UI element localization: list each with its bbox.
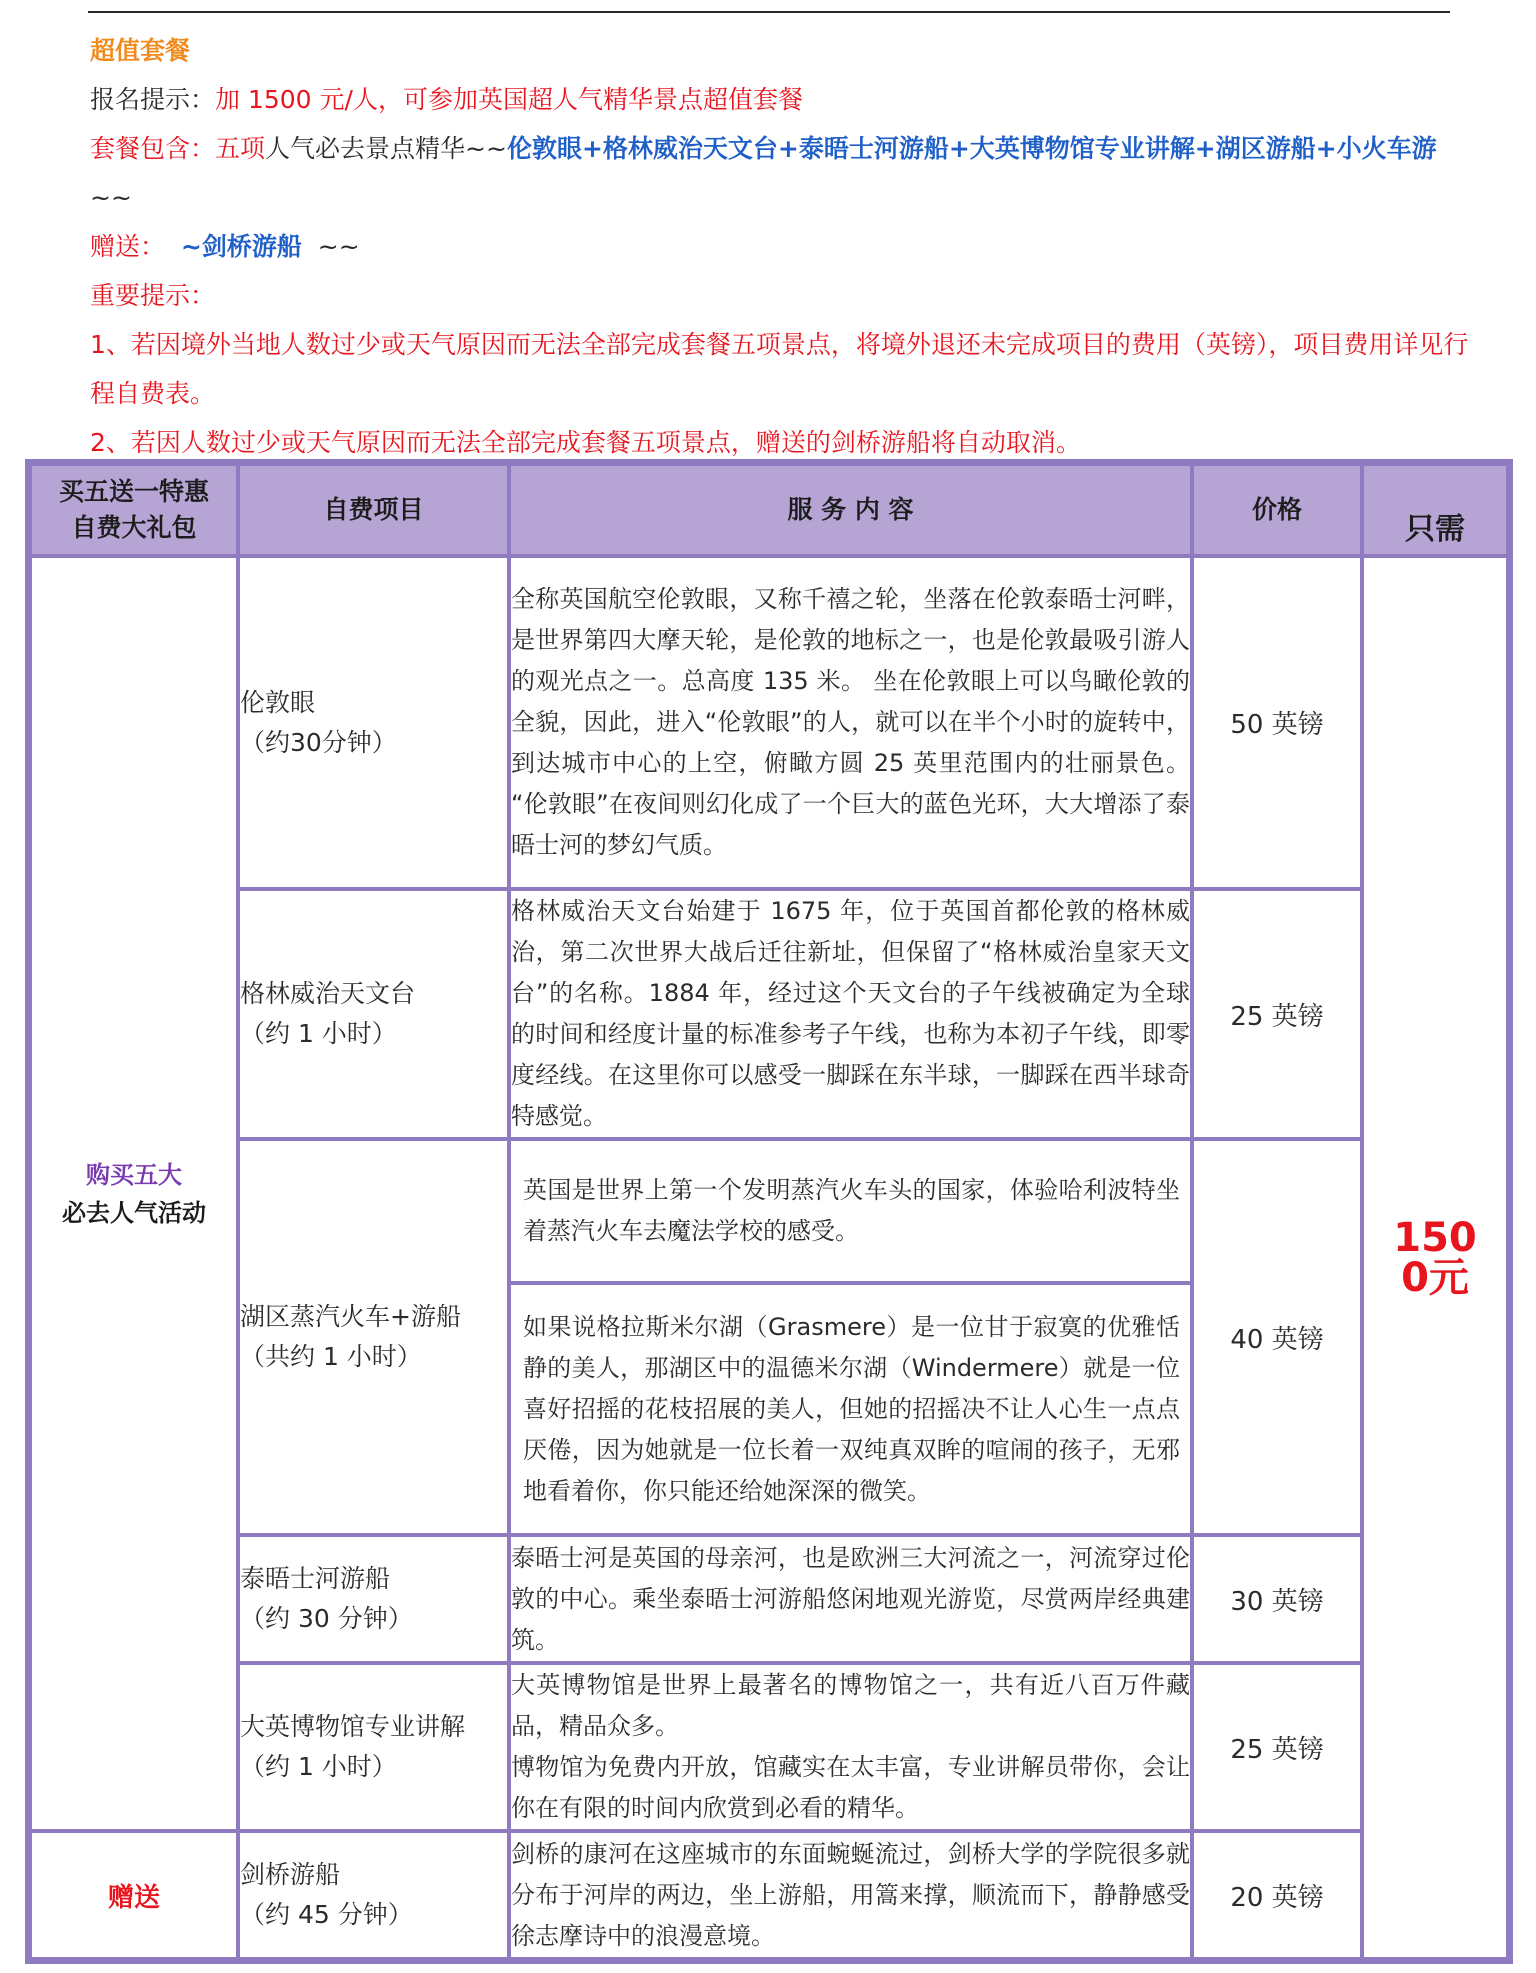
item-desc-text: 英国是世界上第一个发明蒸汽火车头的国家，体验哈利波特坐着蒸汽火车去魔法学校的感受。 [523,1176,1180,1245]
item-name: 伦敦眼 [240,687,316,717]
package-title: 超值套餐 [90,36,191,65]
table-header-row [30,464,1508,556]
item-duration: （约 1 小时） [240,1019,397,1048]
item-desc-para: 大英博物馆是世界上最著名的博物馆之一，共有近八百万件藏品，精品众多。 [511,1671,1190,1740]
item-desc-para: 博物馆为免费内开放，馆藏实在太丰富，专业讲解员带你，会让你在有限的时间内欣赏到必看的精华。 [511,1753,1190,1822]
signup-text: 加 1500 元/人，可参加英国超人气精华景点超值套餐 [215,85,803,114]
total-price [1362,556,1508,1959]
item-cell [238,1139,509,1535]
contains-mid: 人气必去景点精华~~ [265,134,507,163]
header-item: 自费项目 [238,464,509,556]
item-cell [238,1535,509,1663]
important-line [90,271,1470,320]
item-cell [238,556,509,889]
item-desc [509,1663,1192,1831]
item-cell [238,1831,509,1959]
item-duration: （约 30 分钟） [240,1604,413,1633]
item-desc: 剑桥的康河在这座城市的东面蜿蜒流过，剑桥大学的学院很多就分布于河岸的两边，坐上游船，用篙来撑，顺流而下，静静感受徐志摩诗中的浪漫意境。 [509,1831,1192,1959]
group-label-cell [30,556,238,1831]
header-total [1362,464,1508,556]
contains-line [90,124,1470,222]
note-2: 2、若因人数过少或天气原因而无法全部完成套餐五项景点，赠送的剑桥游船将自动取消。 [90,428,1081,457]
table-row [30,1139,1508,1535]
table-row [30,556,1508,889]
section-title [90,26,1470,75]
table-row [30,889,1508,1139]
total-price-text: 1500元 [1393,1214,1477,1301]
gift-group-label: 赠送 [30,1831,238,1959]
gift-line [90,222,1470,271]
item-desc-part [511,1141,1190,1285]
item-name: 湖区蒸汽火车+游船 [240,1302,461,1331]
contains-items: 伦敦眼+格林威治天文台+泰晤士河游船+大英博物馆专业讲解+湖区游船+小火车游 [506,134,1437,163]
item-desc-part [511,1285,1190,1533]
important-label: 重要提示： [90,281,216,310]
contains-label: 套餐包含： [90,134,216,163]
table-row [30,1831,1508,1959]
gift-label: 赠送： [90,232,166,261]
note-1: 1、若因境外当地人数过少或天气原因而无法全部完成套餐五项景点，将境外退还未完成项目的费用（英镑），项目费用详见行程自费表。 [90,330,1469,408]
item-price: 30 英镑 [1192,1535,1362,1663]
item-duration: （约 1 小时） [240,1752,397,1781]
item-price: 50 英镑 [1192,556,1362,889]
item-duration: （约 45 分钟） [240,1900,413,1929]
signup-line [90,75,1470,124]
gift-item: 剑桥游船 [201,232,302,261]
header-content: 服 务 内 容 [509,464,1192,556]
signup-label: 报名提示： [90,85,216,114]
header-price: 价格 [1192,464,1362,556]
item-name: 格林威治天文台 [240,979,416,1008]
item-price: 20 英镑 [1192,1831,1362,1959]
header-total-text: 只需 [1405,512,1465,547]
group-label-line1: 购买五大 [86,1160,182,1189]
item-price: 25 英镑 [1192,1663,1362,1831]
item-cell [238,1663,509,1831]
table-row [30,1663,1508,1831]
table-row [30,1535,1508,1663]
item-name: 泰晤士河游船 [240,1564,391,1593]
package-table [25,459,1513,1964]
item-desc-text: 如果说格拉斯米尔湖（Grasmere）是一位甘于寂寞的优雅恬静的美人，那湖区中的温德米尔湖（Windermere）就是一位喜好招摇的花枝招展的美人，但她的招摇决不让人心生一点点厌倦，因为她就是一位长着一双纯真双眸的喧闹的孩子，无邪地看着你，你只能还给她深深的微笑。 [523,1312,1180,1505]
header-package-text: 买五送一特惠自费大礼包 [58,477,209,542]
contains-tail: ~~ [90,183,132,212]
item-name: 剑桥游船 [240,1860,341,1889]
contains-count: 五项 [215,134,266,163]
item-name: 大英博物馆专业讲解 [240,1712,466,1741]
intro-section [90,26,1470,467]
item-price: 25 英镑 [1192,889,1362,1139]
item-desc [509,1139,1192,1535]
header-package [30,464,238,556]
item-desc: 格林威治天文台始建于 1675 年，位于英国首都伦敦的格林威治，第二次世界大战后迁往新址，但保留了“格林威治皇家天文台”的名称。1884 年，经过这个天文台的子午线被确定为全球的时间和经度计量的标准参考子午线，也称为本初子午线，即零度经线。在这里你可以感受一脚踩在东半球，一脚踩在西半球奇特感觉。 [509,889,1192,1139]
item-desc: 全称英国航空伦敦眼，又称千禧之轮，坐落在伦敦泰晤士河畔，是世界第四大摩天轮，是伦敦的地标之一，也是伦敦最吸引游人的观光点之一。总高度 135 米。 坐在伦敦眼上可以鸟瞰伦敦的全貌，因此，进入“伦敦眼”的人，就可以在半个小时的旋转中，到达城市中心的上空，俯瞰方圆 25 英里范围内的壮丽景色。 “伦敦眼”在夜间则幻化成了一个巨大的蓝色光环，大大增添了泰晤士河的梦幻气质。 [509,556,1192,889]
gift-prefix: ~ [180,232,202,261]
item-duration: （共约 1 小时） [240,1342,422,1371]
item-duration: （约30分钟） [240,727,397,757]
item-cell [238,889,509,1139]
item-price: 40 英镑 [1192,1139,1362,1535]
item-desc: 泰晤士河是英国的母亲河，也是欧洲三大河流之一，河流穿过伦敦的中心。乘坐泰晤士河游船悠闲地观光游览，尽赏两岸经典建筑。 [509,1535,1192,1663]
group-label-line2: 必去人气活动 [62,1198,206,1227]
top-rule [88,11,1450,13]
gift-suffix: ~~ [317,232,360,261]
